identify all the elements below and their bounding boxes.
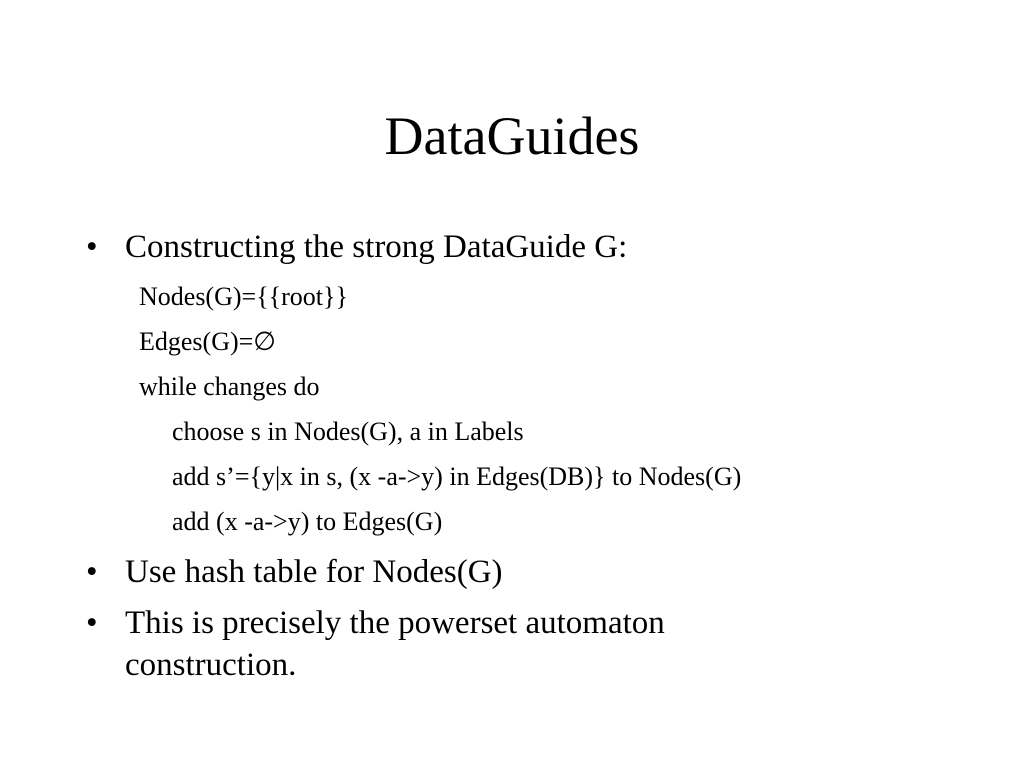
bullet-dot-icon: • (86, 605, 98, 641)
algorithm-line-nodes-init: Nodes(G)={{root}} (139, 282, 348, 311)
bullet-constructing: Constructing the strong DataGuide G: (125, 229, 628, 265)
bullet-dot-icon: • (86, 554, 98, 590)
algorithm-line-edges-init: Edges(G)=∅ (139, 327, 276, 356)
bullet-hash-table: Use hash table for Nodes(G) (125, 554, 503, 590)
bullet-powerset-line2: construction. (125, 647, 297, 683)
algorithm-line-choose: choose s in Nodes(G), a in Labels (172, 417, 524, 446)
bullet-powerset-line1: This is precisely the powerset automaton (125, 605, 665, 641)
algorithm-line-add-edge: add (x -a->y) to Edges(G) (172, 507, 443, 536)
algorithm-line-while: while changes do (139, 372, 320, 401)
bullet-dot-icon: • (86, 229, 98, 265)
slide-title: DataGuides (384, 106, 640, 166)
algorithm-line-add-node: add s’={y|x in s, (x -a->y) in Edges(DB)} to Nodes(G) (172, 462, 742, 491)
